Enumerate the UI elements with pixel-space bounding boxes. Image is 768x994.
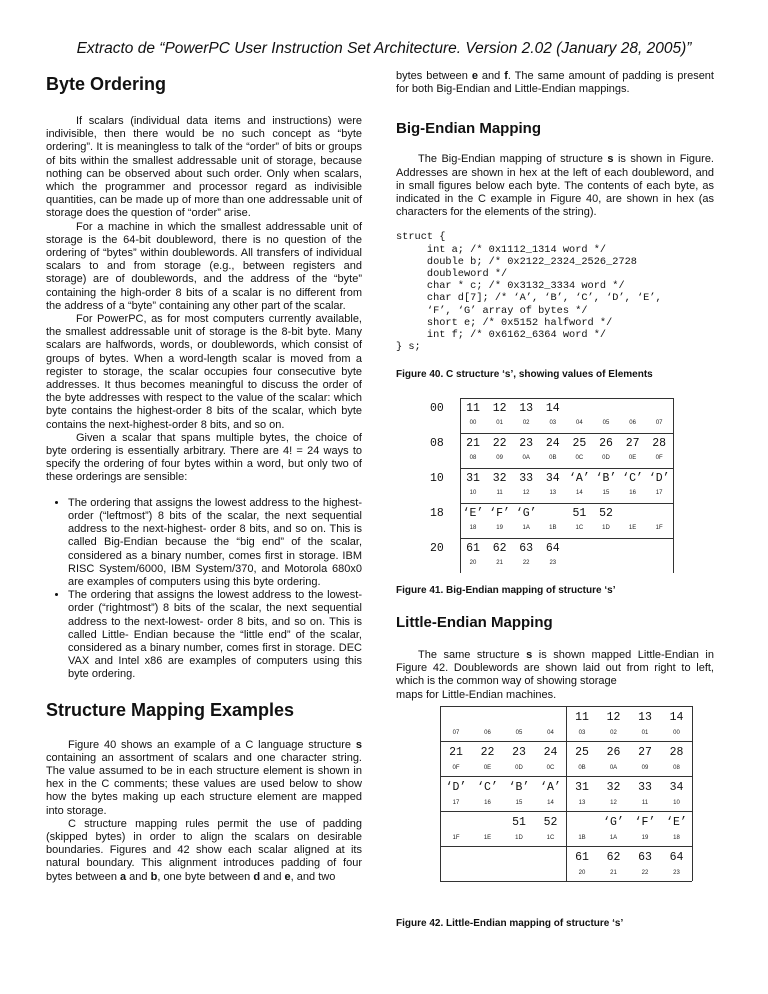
byte-address: 1C: [546, 835, 555, 841]
byte-address: 15: [602, 490, 610, 496]
byte-address: 0D: [515, 765, 523, 771]
byte-value: ‘C’: [622, 472, 643, 485]
byte-value: 34: [669, 781, 684, 794]
list-item: • The ordering that assigns the lowest address to the highest-order (“leftmost”) 8 bits of the scalar, the next sequential address to the next-highest- order 8 bits, and so on. This is called Big-Endian because the “big end” of the scalar, considered as a binary number, comes first in storage. IBM RISC System/6000, IBM System/370, and Motorola 680x0 are examples of computers using this byte ordering.: [68, 497, 362, 589]
row-address-label: 20: [430, 542, 444, 555]
byte-value: 28: [652, 437, 667, 450]
byte-value: 34: [545, 472, 560, 485]
byte-address: 07: [655, 420, 663, 426]
figure-41-caption: Figure 41. Big-Endian mapping of structure ‘s’: [396, 585, 616, 596]
byte-value: 64: [545, 542, 560, 555]
byte-address: 05: [515, 730, 523, 736]
byte-value: 26: [606, 746, 621, 759]
byte-address: 17: [655, 490, 663, 496]
byte-address: 20: [578, 870, 586, 876]
figure-42-caption: Figure 42. Little-Endian mapping of structure ‘s’: [396, 918, 624, 929]
paragraph: The same structure s is shown mapped Little-Endian in Figure 42. Doublewords are shown laid out from right to left, which is the common way of showing storage: [396, 649, 714, 688]
right-column: [396, 70, 714, 380]
byte-value: 52: [543, 816, 558, 829]
byte-value: ‘B’: [595, 472, 617, 485]
byte-address: 06: [484, 730, 491, 736]
row-address-label: 18: [430, 507, 444, 520]
byte-address: 05: [602, 420, 610, 426]
byte-address: 1A: [609, 835, 618, 841]
paragraph: Figure 40 shows an example of a C language structure s containing an assortment of scalars and one character string. The value assumed to be in each structure element is shown in hex in the C comments; these values are used below to show how the bytes making up each structure element are mapped into storage.: [46, 738, 362, 817]
byte-value: 14: [669, 711, 684, 724]
byte-address: 06: [629, 420, 636, 426]
byte-address: 1E: [483, 835, 492, 841]
byte-address: 17: [452, 800, 460, 806]
row-address-label: 00: [430, 402, 444, 415]
byte-value: 26: [599, 437, 613, 450]
byte-value: ‘C’: [477, 781, 498, 794]
byte-address: 0C: [546, 765, 555, 771]
byte-value: ‘G’: [515, 507, 537, 520]
byte-address: 1D: [602, 525, 610, 531]
byte-address: 02: [610, 730, 617, 736]
byte-value: 33: [519, 472, 534, 485]
byte-address: 23: [549, 560, 557, 566]
byte-address: 19: [641, 835, 649, 841]
little-endian-section: [396, 614, 714, 702]
grid-line: [566, 706, 567, 881]
byte-value: ‘D’: [445, 781, 467, 794]
byte-address: 0E: [483, 765, 492, 771]
byte-value: 32: [492, 472, 507, 485]
byte-address: 00: [469, 420, 477, 426]
byte-address: 1A: [522, 525, 530, 531]
paragraph: Given a scalar that spans multiple bytes, the choice of byte ordering is essentially arbitrary. There are 4! = 24 ways to specify the ordering of four bytes within a word, but only two of these orderings are sensible:: [46, 431, 362, 484]
byte-value: 23: [512, 746, 526, 759]
byte-address: 04: [576, 420, 583, 426]
grid-line: [460, 503, 673, 504]
grid-line: [440, 706, 441, 881]
byte-value: 52: [599, 507, 613, 520]
byte-value: 13: [638, 711, 652, 724]
heading-byte-ordering: Byte Ordering: [46, 74, 167, 94]
byte-address: 03: [578, 730, 586, 736]
byte-value: 31: [575, 781, 589, 794]
heading-big-endian: Big-Endian Mapping: [396, 120, 541, 138]
paragraph: For a machine in which the smallest addressable unit of storage is the 64-bit doubleword, there is no question of the ordering of “bytes” within doublewords. All transfers of individual scalars to and from storage (e.g., between registers and storage) are of doublewords, and the address of the “byte” containing the high-order 8 bits of a scalar is no different from the address of a “byte” containing any other part of the scalar.: [46, 220, 362, 312]
byte-value: 24: [545, 437, 560, 450]
byte-value: 51: [512, 816, 526, 829]
heading-structure-mapping: Structure Mapping Examples: [46, 699, 295, 720]
byte-value: 61: [466, 542, 480, 555]
byte-value: 31: [466, 472, 480, 485]
byte-address: 16: [484, 800, 491, 806]
byte-value: 32: [606, 781, 621, 794]
byte-address: 01: [496, 420, 503, 426]
figure-40-caption: Figure 40. C structure ‘s’, showing values of Elements: [396, 369, 653, 381]
c-struct-code: struct { int a; /* 0x1112_1314 word */ double b; /* 0x2122_2324_2526_2728 doubleword */ char * c; /* 0x3132_3334 word */ char d[7]; /* ‘A’, ‘B’, ‘C’, ‘D’, ‘E’, ‘F’, ‘G’ array of bytes */ short e; /* 0x5152 halfword */ int f; /* 0x6162_6364 word */ } s;: [396, 231, 662, 354]
byte-value: 27: [625, 437, 640, 450]
byte-address: 18: [469, 525, 477, 531]
list-item: • The ordering that assigns the lowest address to the lowest-order (“rightmost”) 8 bits of the scalar, the next sequential address to the next-lowest- order 8 bits, and so on. This is called Little- Endian because the “little end” of the scalar, considered as a binary number, comes first in storage. DEC VAX and Intel x86 are examples of computers using this byte ordering.: [68, 589, 362, 681]
byte-address: 21: [496, 560, 503, 566]
little-endian-figure: [440, 706, 702, 882]
byte-address: 11: [496, 490, 503, 496]
byte-address: 0F: [655, 455, 663, 461]
grid-line: [440, 881, 692, 882]
byte-value: 21: [466, 437, 480, 450]
byte-address: 0B: [578, 765, 586, 771]
paragraph: bytes between e and f. The same amount of padding is present for both Big-Endian and Little-Endian mappings.: [396, 70, 714, 96]
heading-little-endian: Little-Endian Mapping: [396, 614, 553, 631]
byte-address: 13: [549, 490, 557, 496]
grid-line: [692, 706, 693, 881]
byte-address: 14: [547, 800, 554, 806]
byte-value: ‘E’: [462, 507, 484, 520]
byte-value: 12: [492, 402, 507, 415]
byte-address: 0D: [602, 455, 610, 461]
grid-line: [460, 468, 673, 469]
byte-address: 19: [496, 525, 503, 531]
byte-address: 08: [469, 455, 477, 461]
byte-address: 23: [673, 870, 680, 876]
running-header: Extracto de “PowerPC User Instruction Set Architecture. Version 2.02 (January 28, 2005)”: [76, 40, 692, 57]
byte-address: 1C: [575, 525, 584, 531]
byte-value: 51: [572, 507, 587, 520]
paragraph: maps for Little-Endian machines.: [396, 688, 557, 701]
byte-address: 07: [452, 730, 460, 736]
grid-line: [460, 398, 461, 573]
grid-line: [460, 398, 673, 399]
byte-address: 22: [522, 560, 530, 566]
byte-address: 20: [469, 560, 477, 566]
byte-value: ‘E’: [666, 816, 687, 829]
byte-address: 0A: [609, 765, 618, 771]
byte-address: 0B: [549, 455, 557, 461]
byte-value: ‘F’: [489, 507, 510, 520]
byte-address: 08: [673, 765, 680, 771]
byte-address: 0F: [452, 765, 460, 771]
byte-address: 1B: [549, 525, 557, 531]
byte-value: 25: [572, 437, 587, 450]
byte-address: 14: [576, 490, 583, 496]
row-address-label: 08: [430, 437, 444, 450]
byte-value: 13: [519, 402, 534, 415]
byte-address: 10: [469, 490, 477, 496]
byte-address: 09: [641, 765, 649, 771]
byte-address: 1E: [628, 525, 637, 531]
byte-address: 12: [522, 490, 530, 496]
byte-value: ‘A’: [569, 472, 590, 485]
byte-value: ‘B’: [508, 781, 530, 794]
byte-address: 12: [610, 800, 617, 806]
byte-address: 03: [549, 420, 557, 426]
byte-value: 25: [575, 746, 589, 759]
grid-line: [673, 398, 674, 573]
byte-value: 22: [480, 746, 495, 759]
byte-value: 33: [638, 781, 652, 794]
paragraph: If scalars (individual data items and instructions) were indivisible, then there would be no such concept as “byte ordering”. It is meaningless to talk of the “order” of bits or groups of bits within the smallest addressable unit of storage, because nothing can be observed about such order. Only when scalars, which the programmer and processor regard as indivisible quantities, can be made up of more than one addressable unit of storage does the question of “order” arise.: [46, 115, 362, 220]
byte-address: 0A: [522, 455, 530, 461]
byte-address: 18: [673, 835, 680, 841]
byte-value: 14: [545, 402, 560, 415]
paragraph: The Big-Endian mapping of structure s is shown in Figure. Addresses are shown in hex at the left of each doubleword, and in small figures below each byte. The contents of each byte, as indicated in the C example in Figure 40, are shown in hex (as characters for the elements of the string).: [396, 153, 714, 219]
byte-value: 22: [492, 437, 507, 450]
byte-value: 62: [492, 542, 507, 555]
byte-address: 1B: [578, 835, 586, 841]
byte-value: 61: [575, 851, 589, 864]
byte-value: 27: [638, 746, 652, 759]
byte-address: 22: [641, 870, 649, 876]
byte-value: 63: [638, 851, 652, 864]
byte-address: 0C: [575, 455, 584, 461]
byte-value: 11: [575, 711, 589, 724]
ordering-list: [46, 497, 362, 682]
byte-address: 10: [673, 800, 680, 806]
byte-address: 1F: [655, 525, 663, 531]
left-column: [46, 74, 362, 884]
byte-address: 0E: [628, 455, 637, 461]
row-address-label: 10: [430, 472, 444, 485]
byte-value: ‘D’: [648, 472, 670, 485]
big-endian-figure: [430, 398, 690, 566]
byte-value: 24: [543, 746, 558, 759]
byte-value: ‘F’: [634, 816, 656, 829]
byte-value: 21: [449, 746, 463, 759]
byte-value: 63: [519, 542, 534, 555]
byte-value: 64: [669, 851, 684, 864]
byte-value: ‘A’: [540, 781, 561, 794]
byte-address: 02: [522, 420, 530, 426]
byte-address: 09: [496, 455, 503, 461]
byte-value: 62: [606, 851, 621, 864]
grid-line: [460, 433, 673, 434]
byte-address: 04: [547, 730, 554, 736]
byte-value: ‘G’: [603, 816, 624, 829]
grid-line: [460, 538, 673, 539]
byte-address: 13: [578, 800, 586, 806]
byte-address: 00: [673, 730, 680, 736]
byte-address: 1D: [515, 835, 523, 841]
byte-address: 11: [641, 800, 649, 806]
byte-value: 12: [606, 711, 621, 724]
byte-address: 01: [641, 730, 649, 736]
byte-value: 28: [669, 746, 684, 759]
byte-value: 23: [519, 437, 534, 450]
paragraph: For PowerPC, as for most computers currently available, the smallest addressable unit of storage is the 8-bit byte. Many scalars are halfwords, words, or doublewords, which consist of groups of bytes. When a word-length scalar is moved from a register to storage, the scalar occupies four consecutive byte addresses. It thus becomes meaningful to discuss the order of the byte addresses with respect to the value of the scalar: which byte contains the highest-order 8 bits of the scalar, which byte contains the next-highest-order 8 bits, and so on.: [46, 313, 362, 431]
byte-address: 1F: [452, 835, 460, 841]
byte-address: 16: [629, 490, 636, 496]
paragraph: C structure mapping rules permit the use of padding (skipped bytes) in order to align the scalars on desirable boundaries. Figures and 42 show each scalar aligned at its natural boundary. This alignment introduces padding of four bytes between a and b, one byte between d and e, and two: [46, 817, 362, 883]
byte-value: 11: [466, 402, 480, 415]
byte-address: 21: [610, 870, 617, 876]
byte-address: 15: [515, 800, 523, 806]
